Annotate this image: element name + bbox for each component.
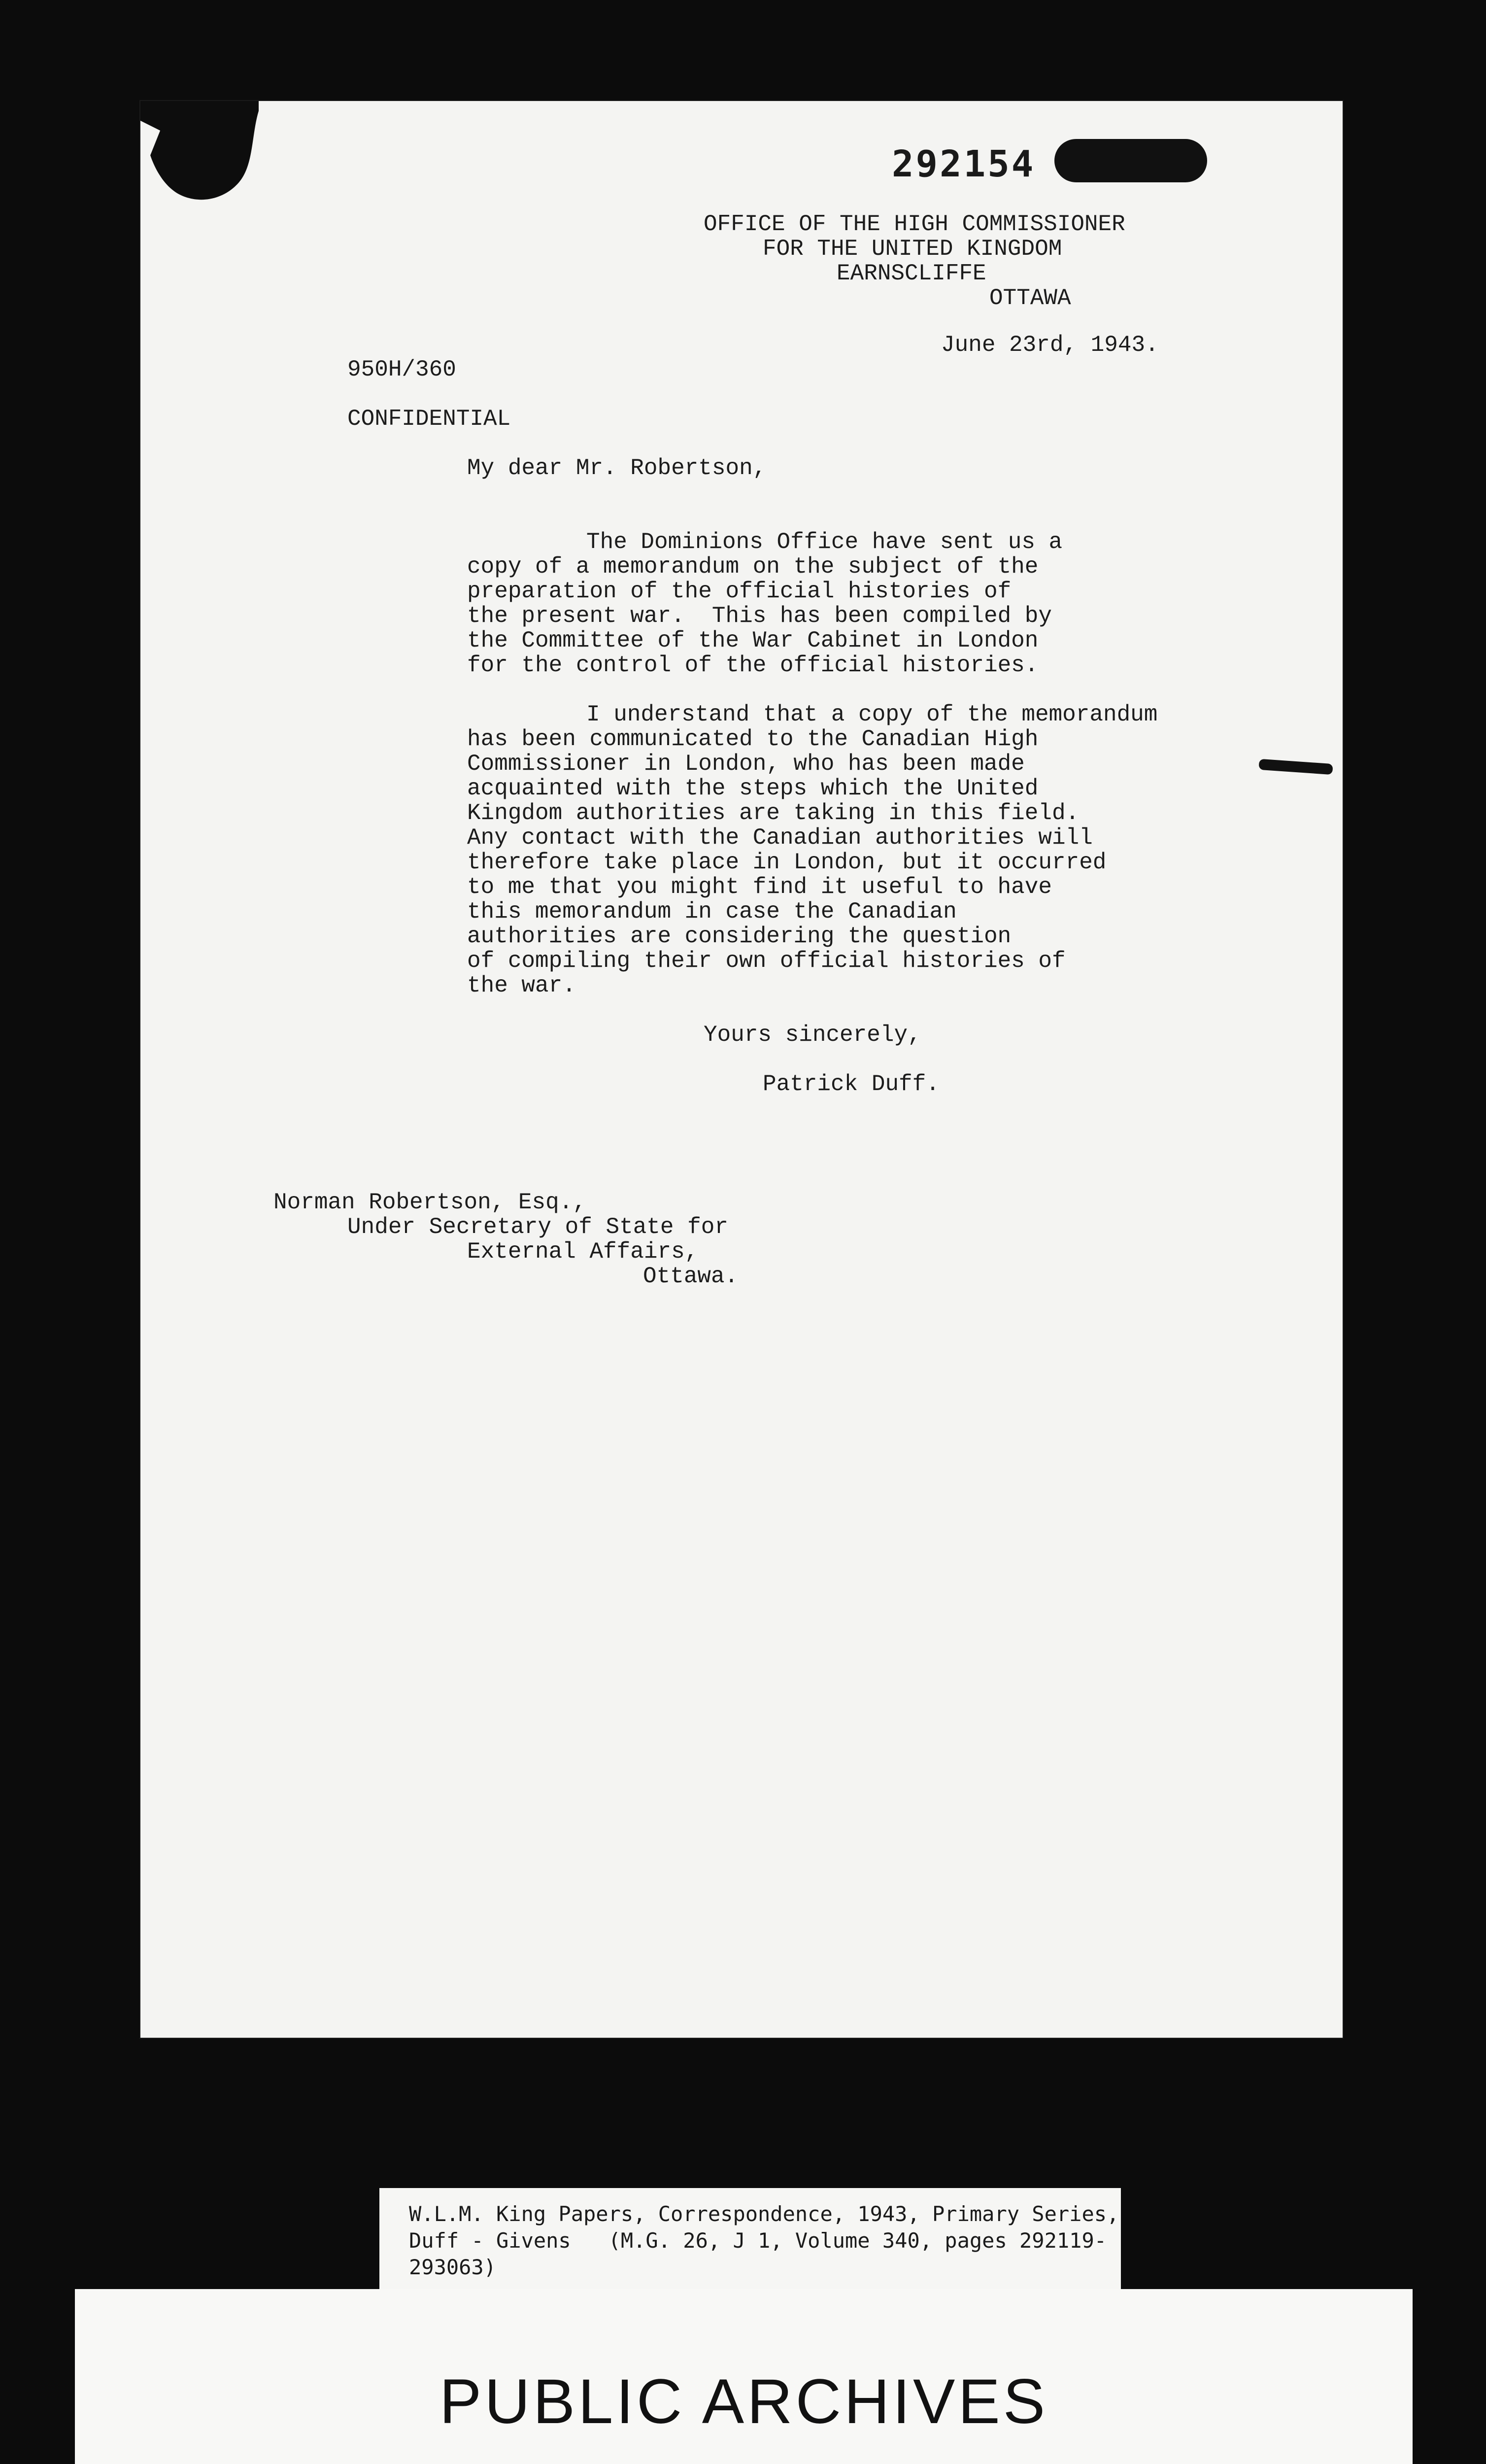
paragraph-line: Any contact with the Canadian authorities will xyxy=(467,825,1093,851)
paragraph-line: preparation of the official histories of xyxy=(467,579,1012,604)
closing: Yours sincerely, xyxy=(704,1022,921,1048)
letterhead-line-1: OFFICE OF THE HIGH COMMISSIONER xyxy=(704,211,1125,237)
paragraph-line: I understand that a copy of the memorandum xyxy=(586,702,1158,727)
letter-page xyxy=(140,101,1343,2038)
salutation: My dear Mr. Robertson, xyxy=(467,455,767,481)
paragraph-line: Commissioner in London, who has been made xyxy=(467,751,1025,777)
paragraph-line: this memorandum in case the Canadian xyxy=(467,899,957,924)
addressee-line-3: External Affairs, xyxy=(467,1239,699,1265)
addressee-line-2: Under Secretary of State for xyxy=(347,1214,728,1240)
letterhead-line-4: OTTAWA xyxy=(989,285,1071,311)
citation-line-3: 293063) xyxy=(409,2255,497,2279)
paragraph-line: has been communicated to the Canadian High xyxy=(467,726,1039,752)
reference-number: 950H/360 xyxy=(347,357,456,382)
paragraph-line: acquainted with the steps which the United xyxy=(467,776,1039,801)
archive-stamp-card xyxy=(75,2289,1413,2464)
document-number: 292154 xyxy=(892,143,1036,185)
paragraph-line: the war. xyxy=(467,973,576,998)
paragraph-line: for the control of the official histories. xyxy=(467,652,1039,678)
signature: Patrick Duff. xyxy=(763,1071,940,1097)
citation-line-2: Duff - Givens (M.G. 26, J 1, Volume 340, pages 292119- xyxy=(409,2228,1107,2253)
letterhead-line-3: EARNSCLIFFE xyxy=(837,261,986,286)
archive-stamp-line-1: PUBLIC ARCHIVES xyxy=(439,2366,1048,2437)
citation-label xyxy=(379,2188,1121,2289)
citation-line-1: W.L.M. King Papers, Correspondence, 1943, Primary Series, xyxy=(409,2202,1119,2226)
addressee-line-1: Norman Robertson, Esq., xyxy=(273,1190,586,1215)
paragraph-line: to me that you might find it useful to have xyxy=(467,874,1052,900)
paragraph-line: authorities are considering the question xyxy=(467,924,1012,949)
paragraph-line: of compiling their own official histories of xyxy=(467,948,1066,974)
paragraph-line: therefore take place in London, but it occurred xyxy=(467,850,1107,875)
paragraph-line: the present war. This has been compiled by xyxy=(467,603,1052,629)
letter-date: June 23rd, 1943. xyxy=(941,332,1159,358)
redaction-mark xyxy=(1054,139,1207,182)
paragraph-line: Kingdom authorities are taking in this field. xyxy=(467,800,1080,826)
letterhead-line-2: FOR THE UNITED KINGDOM xyxy=(763,236,1062,262)
paragraph-line: the Committee of the War Cabinet in London xyxy=(467,628,1039,653)
torn-corner-mark xyxy=(140,101,259,207)
paragraph-line: The Dominions Office have sent us a xyxy=(586,529,1063,555)
classification-label: CONFIDENTIAL xyxy=(347,406,511,432)
addressee-line-4: Ottawa. xyxy=(643,1264,739,1289)
paragraph-line: copy of a memorandum on the subject of the xyxy=(467,554,1039,580)
